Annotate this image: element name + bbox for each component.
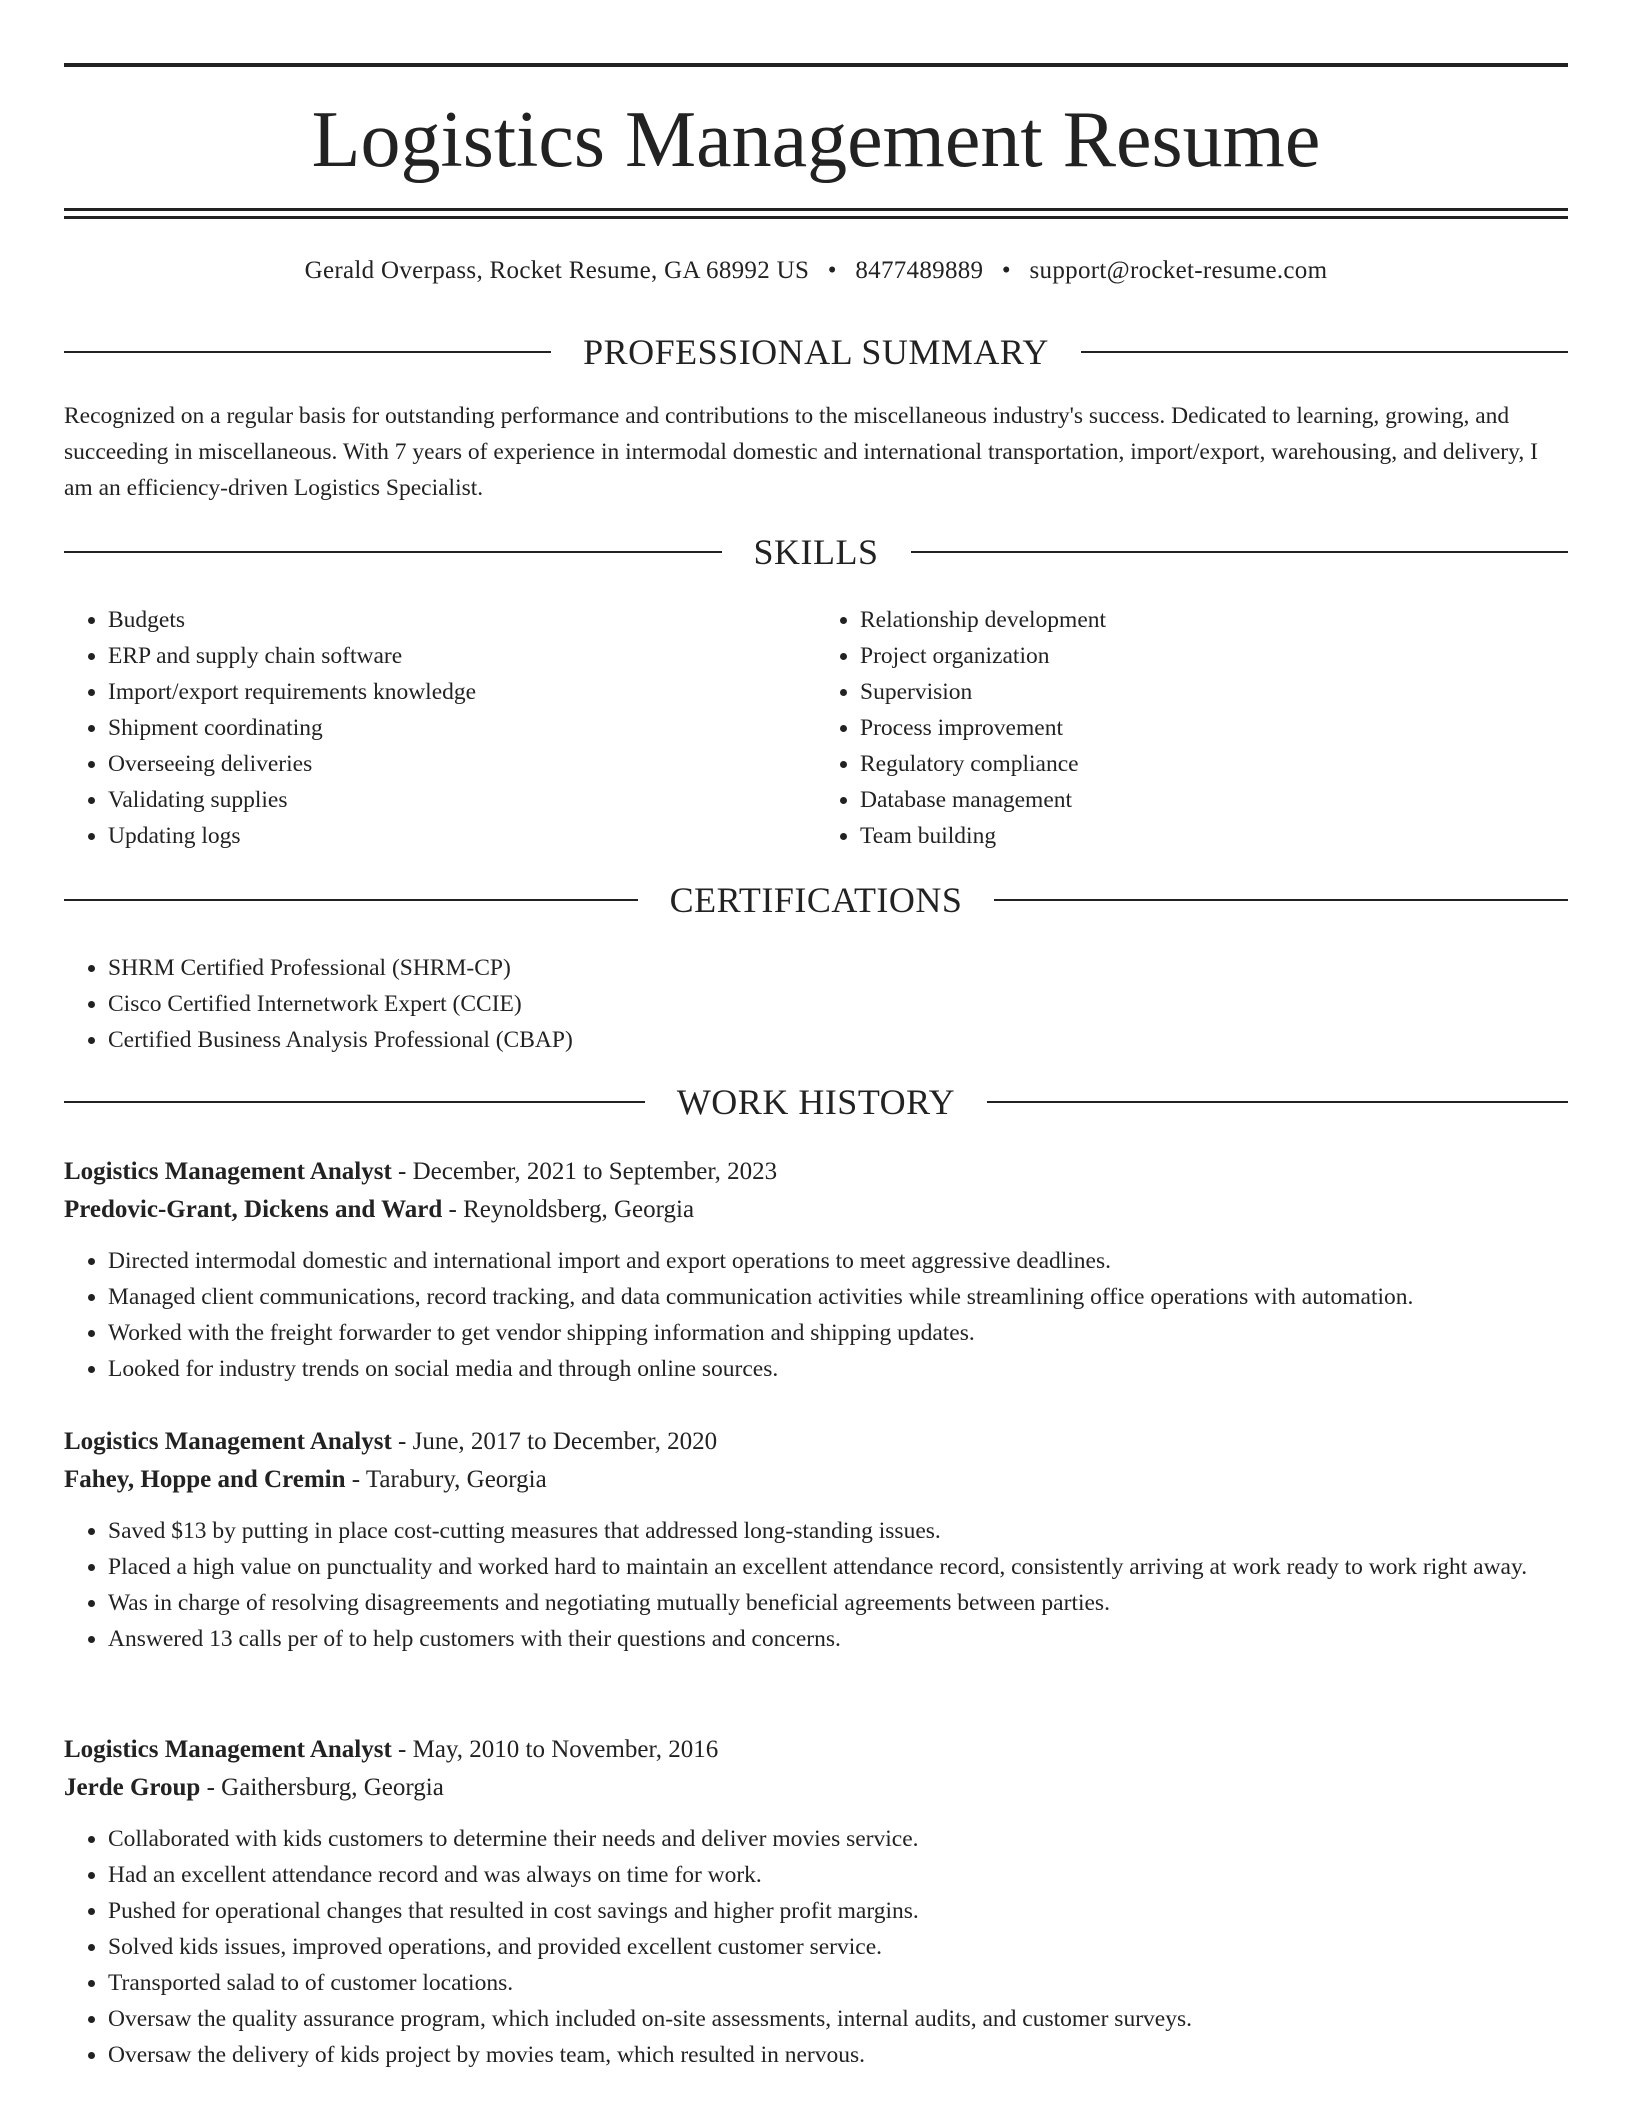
- job-company-line: [64, 1191, 1568, 1229]
- job-bullet: • Saved $13 by putting in place cost-cutting measures that addressed long-standing issues.: [108, 1513, 1568, 1549]
- job-location: - Tarabury, Georgia: [345, 1466, 547, 1493]
- job-entry: [64, 1731, 1568, 2073]
- job-bullets: [64, 1243, 1568, 1387]
- skill-item: • ERP and supply chain software: [108, 638, 816, 674]
- certification-item: • Cisco Certified Internetwork Expert (CCIE): [108, 986, 1568, 1022]
- certifications-list: [64, 950, 1568, 1058]
- skill-item: • Supervision: [860, 674, 1568, 710]
- job-bullet: • Had an excellent attendance record and was always on time for work.: [108, 1857, 1568, 1893]
- job-bullets: [64, 1821, 1568, 2073]
- skill-item: • Overseeing deliveries: [108, 746, 816, 782]
- job-bullet: • Oversaw the quality assurance program, which included on-site assessments, internal audits, and customer surveys.: [108, 2001, 1568, 2037]
- summary-heading: [64, 330, 1568, 374]
- contact-separator: •: [1001, 257, 1011, 284]
- skill-item: • Updating logs: [108, 818, 816, 854]
- job-bullet: • Directed intermodal domestic and international import and export operations to meet aggressive deadlines.: [108, 1243, 1568, 1279]
- contact-line: [64, 254, 1568, 288]
- job-dates: - May, 2010 to November, 2016: [391, 1736, 719, 1763]
- heading-rule: [987, 1101, 1568, 1103]
- contact-separator: •: [827, 257, 837, 284]
- job-location: - Gaithersburg, Georgia: [200, 1774, 444, 1801]
- job-dates: - December, 2021 to September, 2023: [391, 1158, 778, 1185]
- skill-item: • Team building: [860, 818, 1568, 854]
- work-heading-label: WORK HISTORY: [676, 1082, 956, 1122]
- job-company-line: [64, 1461, 1568, 1499]
- job-location: - Reynoldsberg, Georgia: [442, 1196, 695, 1223]
- title-rule-lower: [64, 216, 1568, 219]
- certification-item: • SHRM Certified Professional (SHRM-CP): [108, 950, 1568, 986]
- skills-heading: [64, 530, 1568, 574]
- job-entry: [64, 1153, 1568, 1387]
- top-rule: [64, 63, 1568, 67]
- job-bullet: • Placed a high value on punctuality and worked hard to maintain an excellent attendance record, consistently arriving at work ready to work right away.: [108, 1549, 1568, 1585]
- work-heading: [64, 1080, 1568, 1124]
- job-bullet: • Pushed for operational changes that resulted in cost savings and higher profit margins.: [108, 1893, 1568, 1929]
- heading-rule: [64, 1101, 645, 1103]
- contact-phone: 8477489889: [855, 257, 984, 284]
- certification-item: • Certified Business Analysis Professional (CBAP): [108, 1022, 1568, 1058]
- job-bullet: • Was in charge of resolving disagreements and negotiating mutually beneficial agreements between parties.: [108, 1585, 1568, 1621]
- job-title-line: [64, 1423, 1568, 1461]
- job-title-line: [64, 1153, 1568, 1191]
- certifications-items: [64, 950, 1568, 1058]
- resume-title: Logistics Management Resume: [311, 96, 1321, 184]
- job-title: Logistics Management Analyst: [64, 1736, 392, 1763]
- job-bullet: • Answered 13 calls per of to help customers with their questions and concerns.: [108, 1621, 1568, 1657]
- job-company-line: [64, 1769, 1568, 1807]
- job-company: Predovic-Grant, Dickens and Ward: [64, 1196, 443, 1223]
- job-dates: - June, 2017 to December, 2020: [391, 1428, 718, 1455]
- heading-rule: [64, 551, 722, 553]
- skills-heading-label: SKILLS: [753, 532, 879, 572]
- summary-text: Recognized on a regular basis for outstanding performance and contributions to the miscellaneous industry's success. Dedicated to learning, growing, and succeeding in miscellaneous. With 7 years of experience in intermodal domestic and international transportation, import/export, warehousing, and delivery, I am an efficiency-driven Logistics Specialist.: [64, 403, 1538, 501]
- job-bullet: • Solved kids issues, improved operations, and provided excellent customer service.: [108, 1929, 1568, 1965]
- heading-rule: [911, 551, 1569, 553]
- job-title-line: [64, 1731, 1568, 1769]
- contact-address: Gerald Overpass, Rocket Resume, GA 68992 US: [304, 257, 810, 284]
- heading-rule: [1081, 351, 1568, 353]
- heading-rule: [64, 899, 638, 901]
- certifications-heading: [64, 878, 1568, 922]
- job-bullets: [64, 1513, 1568, 1657]
- skill-item: • Project organization: [860, 638, 1568, 674]
- job-bullet: • Transported salad to of customer locations.: [108, 1965, 1568, 2001]
- skill-item: • Database management: [860, 782, 1568, 818]
- job-entry: [64, 1423, 1568, 1657]
- skill-item: • Budgets: [108, 602, 816, 638]
- skill-item: • Process improvement: [860, 710, 1568, 746]
- certifications-heading-label: CERTIFICATIONS: [669, 880, 963, 920]
- job-title: Logistics Management Analyst: [64, 1428, 392, 1455]
- job-bullet: • Managed client communications, record tracking, and data communication activities while streamlining office operations with automation.: [108, 1279, 1568, 1315]
- contact-email: support@rocket-resume.com: [1029, 257, 1328, 284]
- heading-rule: [994, 899, 1568, 901]
- job-bullet: • Oversaw the delivery of kids project by movies team, which resulted in nervous.: [108, 2037, 1568, 2073]
- skill-item: • Regulatory compliance: [860, 746, 1568, 782]
- job-company: Jerde Group: [64, 1774, 201, 1801]
- summary-heading-label: PROFESSIONAL SUMMARY: [583, 332, 1049, 372]
- skill-item: • Validating supplies: [108, 782, 816, 818]
- heading-rule: [64, 351, 551, 353]
- skill-item: • Relationship development: [860, 602, 1568, 638]
- skill-item: • Import/export requirements knowledge: [108, 674, 816, 710]
- skill-item: • Shipment coordinating: [108, 710, 816, 746]
- job-title: Logistics Management Analyst: [64, 1158, 392, 1185]
- job-bullet: • Collaborated with kids customers to determine their needs and deliver movies service.: [108, 1821, 1568, 1857]
- skills-list: [64, 602, 1568, 854]
- job-bullet: • Worked with the freight forwarder to get vendor shipping information and shipping updates.: [108, 1315, 1568, 1351]
- job-company: Fahey, Hoppe and Cremin: [64, 1466, 346, 1493]
- skills-column-right: [816, 602, 1568, 854]
- skills-column-left: [64, 602, 816, 854]
- job-bullet: • Looked for industry trends on social media and through online sources.: [108, 1351, 1568, 1387]
- title-rule-upper: [64, 208, 1568, 211]
